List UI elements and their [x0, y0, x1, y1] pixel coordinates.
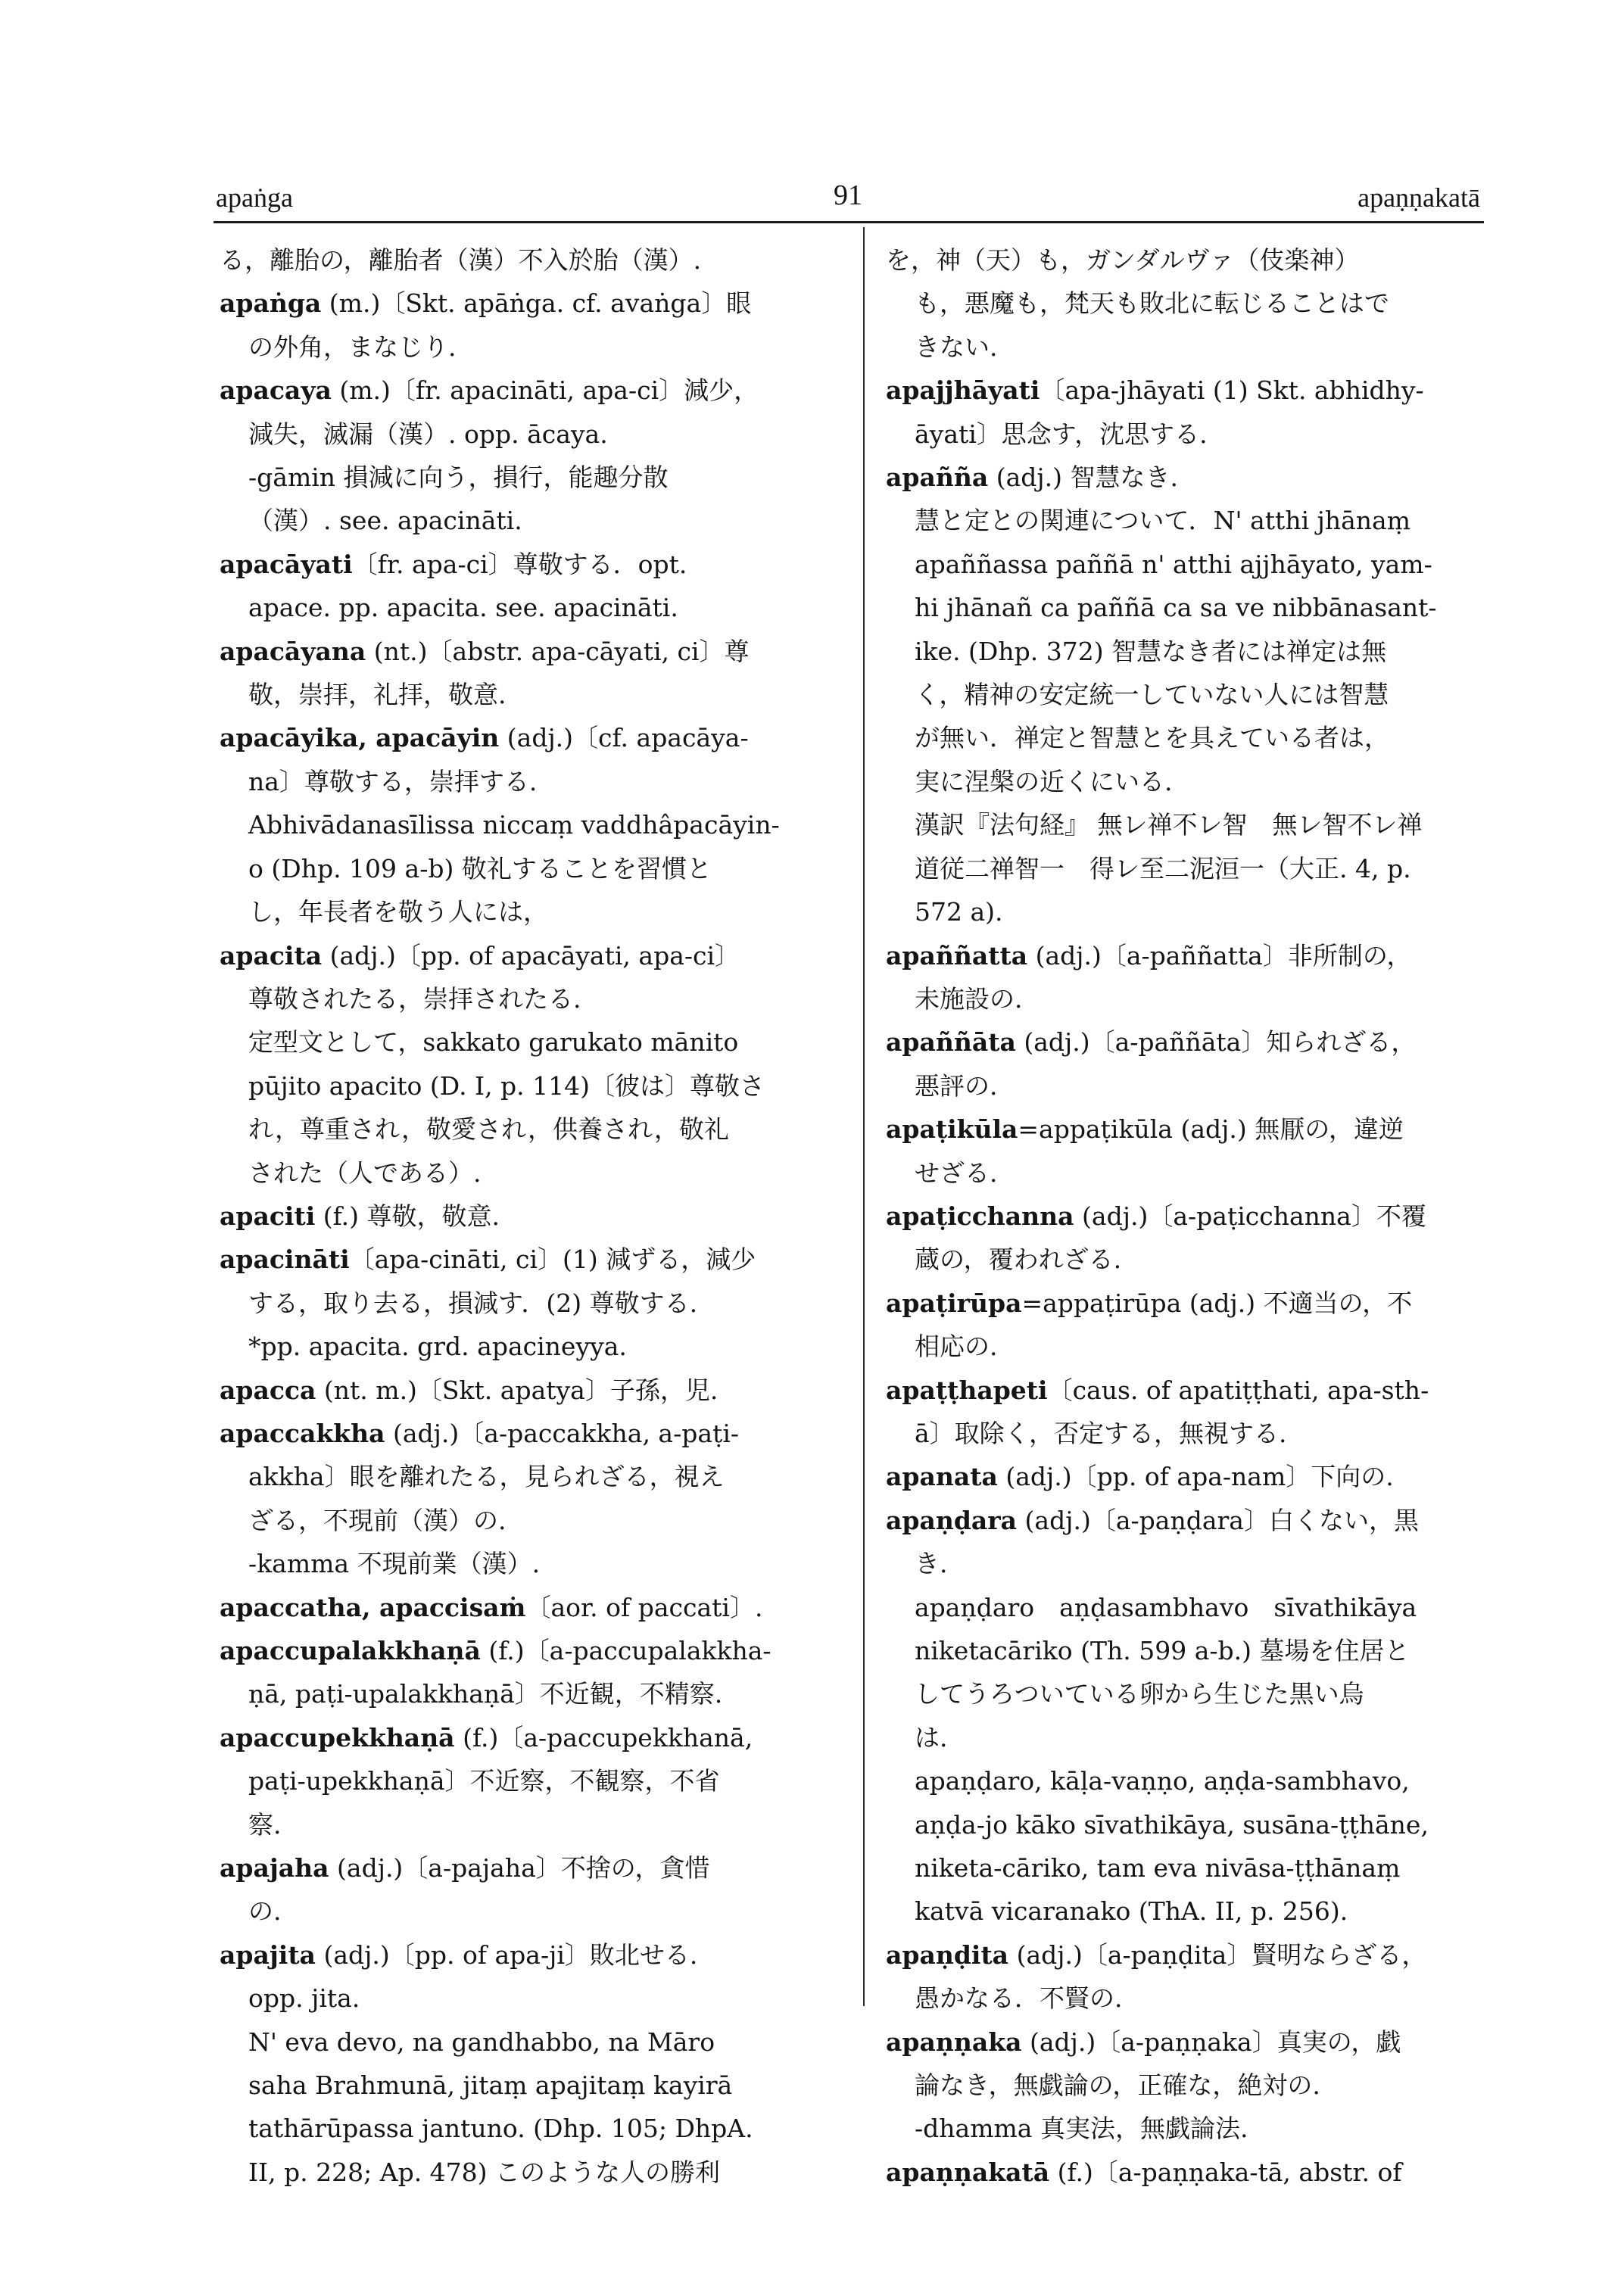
dictionary-entry	[886, 2020, 1514, 2151]
headword: apaccakkha	[220, 1418, 385, 1448]
entry-line: してうろついている卵から生じた黒い烏	[915, 1679, 1364, 1709]
entry-first-line: apaṇṇaka (adj.)〔a-paṇṇaka〕真実の，戯	[886, 2027, 1401, 2057]
dictionary-entry	[220, 716, 848, 933]
entry-line: 悪評の.	[915, 1070, 998, 1101]
entry-first-line: apaṭṭhapeti〔caus. of apatiṭṭhati, apa-sth-	[886, 1375, 1429, 1405]
dictionary-entry	[886, 1108, 1514, 1195]
entry-first-line: apaṭicchanna (adj.)〔a-paṭicchanna〕不覆	[886, 1201, 1426, 1231]
page-number: 91	[834, 179, 862, 211]
header-left-guide-word: apaṅga	[216, 182, 293, 213]
entry-first-line: apanata (adj.)〔pp. of apa-nam〕下向の.	[886, 1462, 1394, 1492]
entry-line: きない.	[915, 332, 998, 362]
entry-first-line: apaṭirūpa=appaṭirūpa (adj.) 不適当の，不	[886, 1288, 1413, 1318]
entry-line: II, p. 228; Ap. 478) このような人の勝利	[248, 2157, 721, 2187]
headword: apanata	[886, 1462, 998, 1492]
dictionary-entry	[220, 1716, 848, 1846]
dictionary-entry	[886, 934, 1514, 1021]
dictionary-entry	[886, 1455, 1514, 1498]
entry-line: katvā vicaranako (ThA. II, p. 256).	[915, 1896, 1348, 1927]
headword: apacaya	[220, 375, 332, 406]
headword: apaṇḍara	[886, 1505, 1018, 1535]
entry-first-line: apacāyika, apacāyin (adj.)〔cf. apacāya-	[220, 723, 749, 753]
entry-first-line: apaciti (f.) 尊敬，敬意.	[220, 1201, 500, 1231]
entry-line: ṇā, paṭi-upalakkhaṇā〕不近観，不精察.	[248, 1679, 723, 1709]
dictionary-entry	[886, 1933, 1514, 2020]
headword: apaccatha, apaccisaṁ	[220, 1592, 526, 1622]
dictionary-entry	[220, 369, 848, 543]
headword: apañña	[886, 463, 989, 493]
entry-line: る，離胎の，離胎者（漢）不入於胎（漢）.	[220, 245, 702, 275]
entry-line: o (Dhp. 109 a-b) 敬礼することを習慣と	[248, 853, 712, 883]
dictionary-entry	[220, 1846, 848, 1933]
headword: apajita	[220, 1939, 316, 1970]
right-column	[886, 238, 1514, 2194]
entry-first-line: apaṇḍita (adj.)〔a-paṇḍita〕賢明ならざる，	[886, 1939, 1427, 1970]
entry-line: -gāmin 損減に向う，損行，能趣分散	[248, 463, 669, 493]
entry-line: 未施設の.	[915, 983, 1023, 1014]
entry-first-line: apañña (adj.) 智慧なき.	[886, 463, 1178, 493]
headword: apajaha	[220, 1853, 329, 1883]
headword: apaṅga	[220, 288, 322, 319]
entry-line: paṭi-upekkhaṇā〕不近察，不観察，不省	[248, 1766, 720, 1796]
headword: apacāyati	[220, 549, 353, 579]
dictionary-entry	[220, 1629, 848, 1716]
entry-line: 実に涅槃の近くにいる.	[915, 766, 1173, 796]
entry-line: -dhamma 真実法，無戯論法.	[915, 2114, 1248, 2144]
entry-line: pūjito apacito (D. I, p. 114)〔彼は〕尊敬さ	[248, 1070, 765, 1101]
entry-first-line: apaṇṇakatā (f.)〔a-paṇṇaka-tā, abstr. of	[886, 2157, 1402, 2187]
headword: apaccupekkhaṇā	[220, 1722, 455, 1752]
header-rule	[214, 221, 1484, 223]
headword: apaṇṇaka	[886, 2027, 1022, 2057]
entry-line: 愚かなる．不賢の.	[915, 1983, 1123, 2014]
entry-first-line: apaccakkha (adj.)〔a-paccakkha, a-paṭi-	[220, 1418, 740, 1448]
entry-line: 論なき，無戯論の，正確な，絶対の.	[915, 2070, 1320, 2101]
headword: apaṭirūpa	[886, 1288, 1022, 1318]
entry-first-line: apacaya (m.)〔fr. apacināti, apa-ci〕減少，	[220, 375, 759, 406]
entry-line: 定型文として，sakkato garukato mānito	[248, 1027, 739, 1058]
headword: apacāyana	[220, 636, 366, 666]
entry-first-line: apaṭikūla=appaṭikūla (adj.) 無厭の，違逆	[886, 1114, 1404, 1145]
dictionary-entry	[886, 1499, 1514, 1933]
headword: apaṇṇakatā	[886, 2157, 1050, 2187]
header-right-guide-word: apaṇṇakatā	[1357, 182, 1480, 213]
entry-line: し，年長者を敬う人には，	[248, 897, 548, 927]
entry-line: -kamma 不現前業（漢）.	[248, 1549, 541, 1579]
entry-line: tathārūpassa jantuno. (Dhp. 105; DhpA.	[248, 2114, 753, 2144]
entry-line: く，精神の安定統一していない人には智慧	[915, 680, 1389, 710]
entry-line: apaṇḍaro, kāḷa-vaṇṇo, aṇḍa-sambhavo,	[915, 1766, 1410, 1796]
dictionary-entry	[886, 2151, 1514, 2194]
entry-line: 道従二禅智一 得レ至二泥洹一（大正. 4, p.	[915, 853, 1411, 883]
headword: apacita	[220, 940, 323, 970]
headword: apaṭicchanna	[886, 1201, 1074, 1231]
entry-first-line: apaṅga (m.)〔Skt. apāṅga. cf. avaṅga〕眼	[220, 288, 752, 319]
entry-line: 尊敬されたる，崇拝されたる.	[248, 983, 581, 1014]
entry-line: 慧と定との関連について．N' atthi jhānaṃ	[915, 506, 1410, 536]
entry-line: 蔵の，覆われざる.	[915, 1245, 1122, 1275]
dictionary-entry	[220, 1369, 848, 1412]
entry-line: ā〕取除く，否定する，無視する.	[915, 1418, 1287, 1448]
entry-first-line: apacāyana (nt.)〔abstr. apa-cāyati, ci〕尊	[220, 636, 750, 666]
entry-line: 敬，崇拝，礼拝，敬意.	[248, 680, 507, 710]
entry-line: する，取り去る，損減す．(2) 尊敬する.	[248, 1288, 698, 1318]
entry-line: niketa-cāriko, tam eva nivāsa-ṭṭhānaṃ	[915, 1853, 1401, 1883]
dictionary-entry	[886, 1369, 1514, 1456]
headword: apacca	[220, 1375, 316, 1405]
column-divider	[863, 227, 865, 2006]
headword: apaṇḍita	[886, 1939, 1009, 1970]
entry-first-line: apacita (adj.)〔pp. of apacāyati, apa-ci〕	[220, 940, 740, 970]
entry-line: apaṇḍaro aṇḍasambhavo sīvathikāya	[915, 1592, 1417, 1622]
entry-line: が無い．禅定と智慧とを具えている者は，	[915, 723, 1389, 753]
entry-line: āyati〕思念す，沈思する.	[915, 419, 1208, 449]
entry-line: N' eva devo, na gandhabbo, na Māro	[248, 2027, 715, 2057]
headword: apajjhāyati	[886, 375, 1040, 406]
entry-first-line: apajaha (adj.)〔a-pajaha〕不捨の，貪惜	[220, 1853, 710, 1883]
entry-line: akkha〕眼を離れたる，見られざる，視え	[248, 1462, 725, 1492]
entry-first-line: apaccatha, apaccisaṁ〔aor. of paccati〕.	[220, 1592, 763, 1622]
dictionary-entry	[886, 369, 1514, 456]
entry-line: は.	[915, 1722, 948, 1752]
entry-first-line: apacāyati〔fr. apa-ci〕尊敬する．opt.	[220, 549, 687, 579]
entry-line: 漢訳『法句経』 無レ禅不レ智 無レ智不レ禅	[915, 810, 1423, 840]
entry-line: opp. jita.	[248, 1983, 360, 2014]
entry-line: hi jhānañ ca paññā ca sa ve nibbānasant-	[915, 593, 1437, 623]
headword: apacāyika, apacāyin	[220, 723, 500, 753]
entry-first-line: apajjhāyati〔apa-jhāyati (1) Skt. abhidhy-	[886, 375, 1424, 406]
dictionary-entry	[886, 456, 1514, 933]
headword: apaññatta	[886, 940, 1028, 970]
dictionary-entry	[886, 1020, 1514, 1108]
dictionary-entry	[220, 1195, 848, 1238]
entry-line: （漢）. see. apacināti.	[248, 506, 522, 536]
entry-first-line: apacināti〔apa-cināti, ci〕(1) 減ずる，減少	[220, 1245, 756, 1275]
dictionary-entry	[220, 934, 848, 1195]
entry-line: れ，尊重され，敬愛され，供養され，敬礼	[248, 1114, 729, 1145]
entry-line: ike. (Dhp. 372) 智慧なき者には禅定は無	[915, 636, 1387, 666]
dictionary-entry	[886, 1282, 1514, 1369]
entry-line: 減失，滅漏（漢）. opp. ācaya.	[248, 419, 608, 449]
dictionary-entry	[220, 1238, 848, 1368]
dictionary-entry	[220, 282, 848, 369]
entry-line: na〕尊敬する，崇拝する.	[248, 766, 538, 796]
entry-first-line: apaṇḍara (adj.)〔a-paṇḍara〕白くない，黒	[886, 1505, 1419, 1535]
entry-line: apaññassa paññā n' atthi ajjhāyato, yam-	[915, 549, 1432, 579]
entry-line: の.	[248, 1896, 282, 1927]
dictionary-entry	[886, 1195, 1514, 1282]
entry-line: Abhivādanasīlissa niccaṃ vaddhâpacāyin-	[248, 810, 780, 840]
entry-line: apace. pp. apacita. see. apacināti.	[248, 593, 678, 623]
entry-line: 相応の.	[915, 1332, 998, 1362]
entry-line: 察.	[248, 1809, 282, 1840]
entry-line: も，悪魔も，梵天も敗北に転じることはで	[915, 288, 1389, 319]
headword: apaccupalakkhaṇā	[220, 1636, 481, 1665]
entry-first-line: apacca (nt. m.)〔Skt. apatya〕子孫，児.	[220, 1375, 718, 1405]
headword: apaññāta	[886, 1027, 1016, 1058]
entry-first-line: apaññāta (adj.)〔a-paññāta〕知られざる，	[886, 1027, 1417, 1058]
running-header	[216, 179, 1480, 220]
left-column	[220, 238, 848, 2194]
entry-line: の外角，まなじり.	[248, 332, 457, 362]
dictionary-entry	[886, 238, 1514, 369]
dictionary-entry	[220, 543, 848, 630]
dictionary-entry	[220, 1412, 848, 1586]
entry-first-line: apajita (adj.)〔pp. of apa-ji〕敗北せる.	[220, 1939, 698, 1970]
entry-line: 572 a).	[915, 897, 1003, 927]
entry-line: された（人である）.	[248, 1157, 482, 1188]
headword: apacināti	[220, 1245, 350, 1275]
entry-line: saha Brahmunā, jitaṃ apajitaṃ kayirā	[248, 2070, 733, 2101]
entry-line: niketacāriko (Th. 599 a-b.) 墓場を住居と	[915, 1636, 1410, 1665]
entry-first-line: apaccupekkhaṇā (f.)〔a-paccupekkhanā,	[220, 1722, 753, 1752]
entry-line: せざる.	[915, 1157, 998, 1188]
entry-first-line: apaññatta (adj.)〔a-paññatta〕非所制の，	[886, 940, 1412, 970]
entry-line: *pp. apacita. grd. apacineyya.	[248, 1332, 627, 1362]
headword: apaṭikūla	[886, 1114, 1018, 1145]
headword: apaṭṭhapeti	[886, 1375, 1048, 1405]
entry-line: aṇḍa-jo kāko sīvathikāya, susāna-ṭṭhāne,	[915, 1809, 1429, 1840]
entry-first-line: apaccupalakkhaṇā (f.)〔a-paccupalakkha-	[220, 1636, 771, 1665]
entry-line: を，神（天）も，ガンダルヴァ（伎楽神）	[886, 245, 1360, 275]
dictionary-entry	[220, 630, 848, 717]
dictionary-entry	[220, 1933, 848, 2194]
headword: apaciti	[220, 1201, 316, 1231]
dictionary-entry	[220, 1586, 848, 1629]
entry-line: ざる，不現前（漢）の.	[248, 1505, 507, 1535]
dictionary-entry	[220, 238, 848, 282]
entry-line: き.	[915, 1549, 948, 1579]
